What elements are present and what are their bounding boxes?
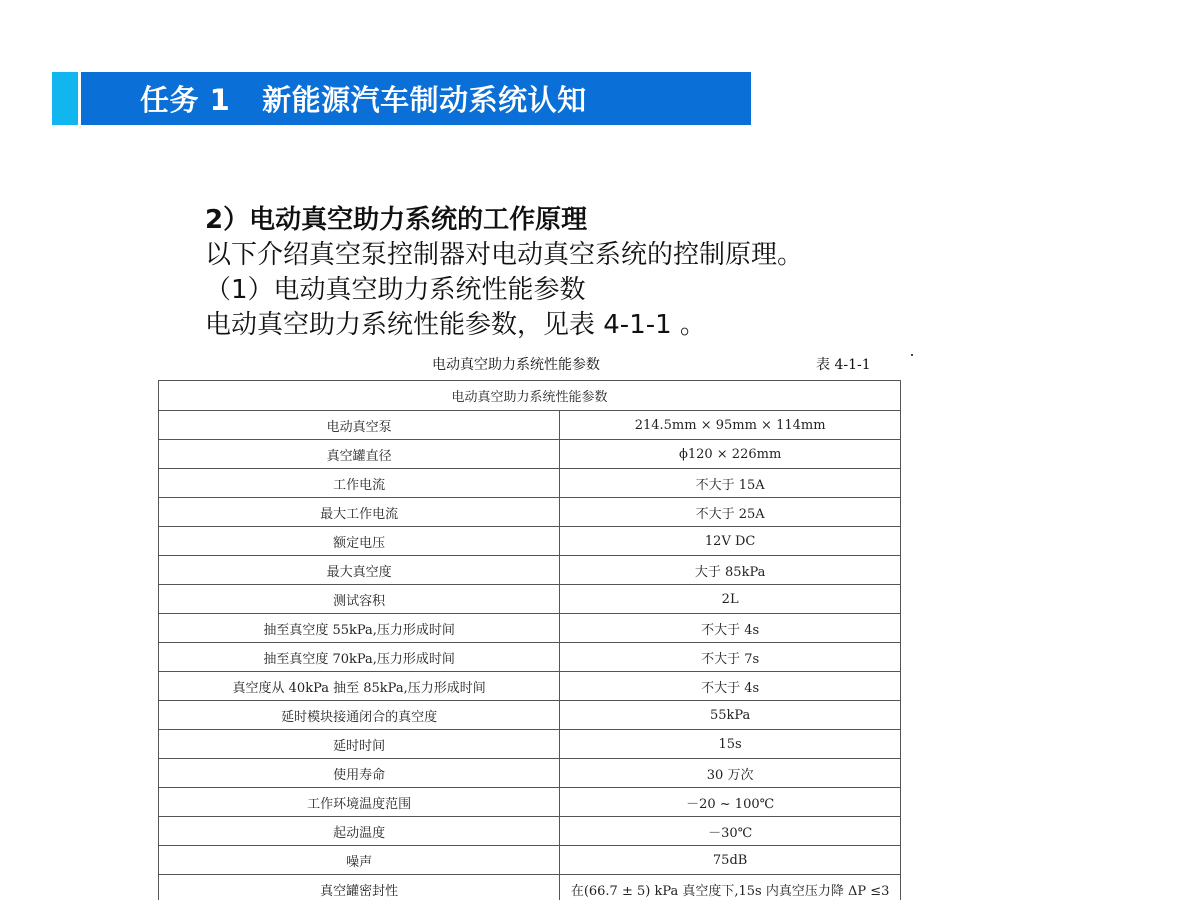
parameter-value-cell: 12V DC xyxy=(560,527,901,556)
table-row xyxy=(159,498,901,527)
banner-accent-bar xyxy=(52,72,78,125)
parameter-value-cell: 30 万次 xyxy=(560,759,901,788)
parameter-value-cell: 55kPa xyxy=(560,701,901,730)
table-caption-title: 电动真空助力系统性能参数 xyxy=(432,357,600,373)
table-header-row xyxy=(159,381,901,411)
table-caption-number: 表 4-1-1 xyxy=(816,357,871,373)
table-row xyxy=(159,643,901,672)
parameter-name-cell: 延时模块接通闭合的真空度 xyxy=(159,701,560,730)
parameter-value-cell: 在(66.7 ± 5) kPa 真空度下,15s 内真空压力降 ΔP ≤3 xyxy=(560,875,901,900)
table-row xyxy=(159,846,901,875)
table-row xyxy=(159,672,901,701)
parameter-name-cell: 真空罐直径 xyxy=(159,440,560,469)
parameter-name-cell: 真空罐密封性 xyxy=(159,875,560,900)
parameter-value-cell: 不大于 15A xyxy=(560,469,901,498)
parameter-name-cell: 工作环境温度范围 xyxy=(159,788,560,817)
table-row xyxy=(159,701,901,730)
table-row xyxy=(159,759,901,788)
parameter-value-cell: 214.5mm × 95mm × 114mm xyxy=(560,411,901,440)
parameter-value-cell: 大于 85kPa xyxy=(560,556,901,585)
parameter-name-cell: 使用寿命 xyxy=(159,759,560,788)
intro-line-2: （1）电动真空助力系统性能参数 xyxy=(205,275,586,305)
parameter-value-cell: 不大于 25A xyxy=(560,498,901,527)
table-row xyxy=(159,585,901,614)
intro-line-1: 以下介绍真空泵控制器对电动真空系统的控制原理。 xyxy=(205,240,804,270)
table-row xyxy=(159,817,901,846)
parameter-name-cell: 抽至真空度 55kPa,压力形成时间 xyxy=(159,614,560,643)
parameter-value-cell: 75dB xyxy=(560,846,901,875)
parameter-name-cell: 抽至真空度 70kPa,压力形成时间 xyxy=(159,643,560,672)
table-row xyxy=(159,440,901,469)
parameter-name-cell: 最大真空度 xyxy=(159,556,560,585)
table-row xyxy=(159,411,901,440)
parameter-name-cell: 额定电压 xyxy=(159,527,560,556)
parameter-value-cell: 2L xyxy=(560,585,901,614)
intro-text-block xyxy=(205,203,965,343)
table-caption xyxy=(160,354,900,376)
parameter-value-cell: －30℃ xyxy=(560,817,901,846)
intro-line-3: 电动真空助力系统性能参数，见表 4-1-1 。 xyxy=(205,310,706,340)
table-row xyxy=(159,469,901,498)
parameter-name-cell: 电动真空泵 xyxy=(159,411,560,440)
table-row xyxy=(159,527,901,556)
section-heading: 2）电动真空助力系统的工作原理 xyxy=(205,205,588,235)
parameter-value-cell: 不大于 4s xyxy=(560,614,901,643)
table-row xyxy=(159,556,901,585)
parameter-name-cell: 测试容积 xyxy=(159,585,560,614)
parameter-value-cell: 不大于 4s xyxy=(560,672,901,701)
table-body xyxy=(159,411,901,900)
table-header: 电动真空助力系统性能参数 xyxy=(159,381,901,411)
parameter-name-cell: 工作电流 xyxy=(159,469,560,498)
parameters-table xyxy=(158,380,901,900)
table-row xyxy=(159,875,901,900)
page-title: 任务 1 新能源汽车制动系统认知 xyxy=(140,83,587,117)
parameter-value-cell: 15s xyxy=(560,730,901,759)
table-row xyxy=(159,614,901,643)
parameter-value-cell: －20 ~ 100℃ xyxy=(560,788,901,817)
stray-dot xyxy=(911,354,913,356)
parameter-name-cell: 真空度从 40kPa 抽至 85kPa,压力形成时间 xyxy=(159,672,560,701)
table-row xyxy=(159,730,901,759)
table-row xyxy=(159,788,901,817)
parameter-name-cell: 延时时间 xyxy=(159,730,560,759)
parameter-value-cell: 不大于 7s xyxy=(560,643,901,672)
parameter-value-cell: ϕ120 × 226mm xyxy=(560,440,901,469)
parameter-name-cell: 起动温度 xyxy=(159,817,560,846)
parameter-name-cell: 噪声 xyxy=(159,846,560,875)
parameter-name-cell: 最大工作电流 xyxy=(159,498,560,527)
